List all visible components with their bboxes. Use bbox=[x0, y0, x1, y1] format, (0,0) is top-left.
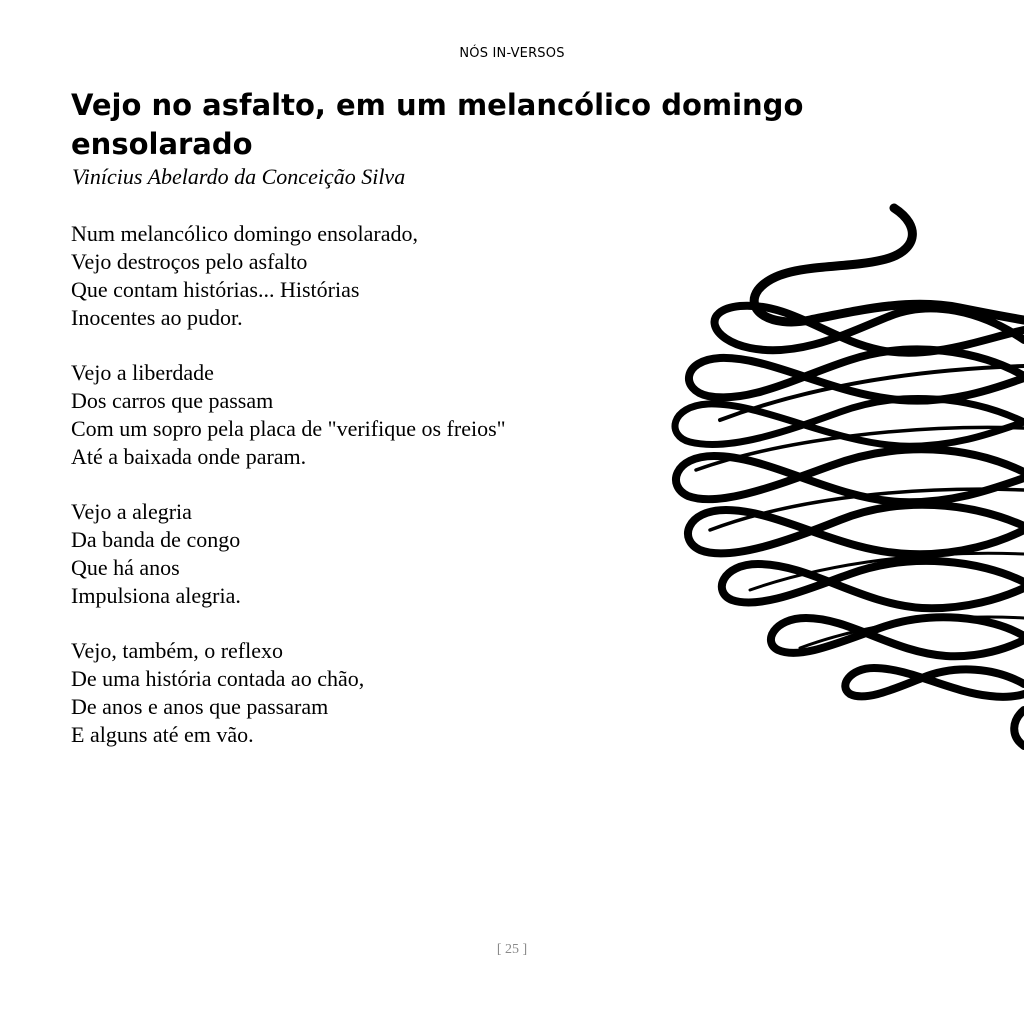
stanza-3 bbox=[71, 498, 671, 610]
verse-line: Vejo a liberdade bbox=[71, 360, 214, 385]
verse-line: Vejo destroços pelo asfalto bbox=[71, 249, 308, 274]
verse-line: De anos e anos que passaram bbox=[71, 694, 329, 719]
running-header: NÓS IN-VERSOS bbox=[459, 46, 565, 61]
poem-body bbox=[71, 220, 671, 776]
poem-author: Vinícius Abelardo da Conceição Silva bbox=[72, 164, 406, 189]
verse-line: Num melancólico domingo ensolarado, bbox=[71, 221, 419, 246]
verse-line: Até a baixada onde param. bbox=[71, 444, 307, 469]
stanza-2 bbox=[71, 359, 671, 471]
verse-line: Vejo, também, o reflexo bbox=[71, 638, 283, 663]
verse-line: De uma história contada ao chão, bbox=[71, 666, 365, 691]
verse-line: Dos carros que passam bbox=[71, 388, 274, 413]
verse-line: Inocentes ao pudor. bbox=[71, 305, 243, 330]
verse-line: Impulsiona alegria. bbox=[71, 583, 241, 608]
stanza-4 bbox=[71, 637, 671, 749]
verse-line: Da banda de congo bbox=[71, 527, 241, 552]
stanza-1 bbox=[71, 220, 671, 332]
verse-line: Vejo a alegria bbox=[71, 499, 192, 524]
verse-line: Com um sopro pela placa de "verifique os freios" bbox=[71, 416, 506, 441]
verse-line: Que contam histórias... Histórias bbox=[71, 277, 360, 302]
page-number: [ 25 ] bbox=[496, 942, 528, 957]
poem-title: Vejo no asfalto, em um melancólico domingo ensolarado bbox=[71, 88, 804, 161]
scribble-loops-illustration bbox=[660, 190, 1024, 750]
verse-line: E alguns até em vão. bbox=[71, 722, 254, 747]
verse-line: Que há anos bbox=[71, 555, 180, 580]
